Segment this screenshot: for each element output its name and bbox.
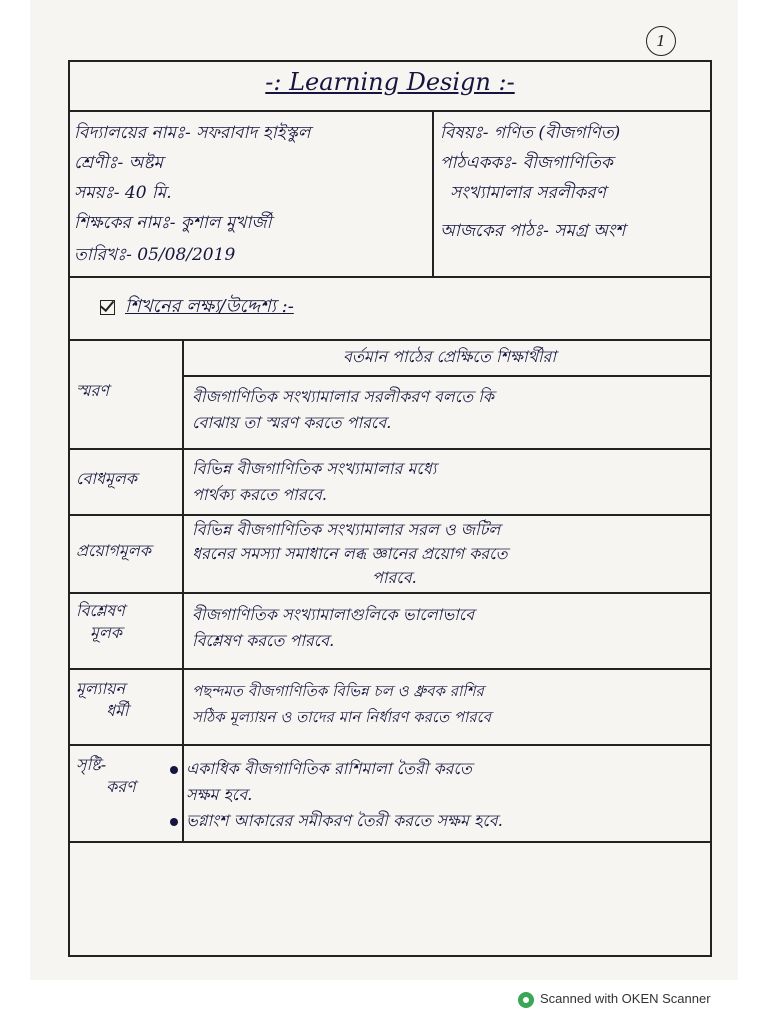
divider-header-middle [432,110,434,276]
objective-creation: একাধিক বীজগাণিতিক রাশিমালা তৈরী করতে সক্ষম হবে. ভগ্নাংশ আকারের সমীকরণ তৈরী করতে সক্ষম হবে. [170,756,707,834]
lesson-unit-line1: পাঠএককঃ- বীজগাণিতিক [440,153,613,173]
school-name: বিদ্যালয়ের নামঃ- সফরাবাদ হাইস্কুল [74,123,311,143]
divider-row-1 [70,448,710,450]
category-understanding: বোধমূলক [76,469,138,488]
divider-row-2 [70,514,710,516]
objective-application: বিভিন্ন বীজগাণিতিক সংখ্যামালার সরল ও জটিল ধরনের সমস্যা সমাধানে লব্ধ জ্ঞানের প্রয়োগ করতে পারবে. [192,520,508,587]
objective-analysis: বীজগাণিতিক সংখ্যামালাগুলিকে ভালোভাবে বিশ্লেষণ করতে পারবে. [192,605,475,650]
time-field: সময়ঃ- 40 মি. [74,183,172,203]
divider-title [70,110,710,112]
divider-row-6 [70,841,710,843]
divider-row-5 [70,744,710,746]
bullet-icon [170,818,178,826]
objective-remember: বীজগাণিতিক সংখ্যামালার সরলীকরণ বলতে কি বোঝায় তা স্মরণ করতে পারবে. [192,387,494,432]
scanner-watermark: Scanned with OKEN Scanner [518,991,711,1008]
divider-objectives-heading [70,339,710,341]
divider-row-4 [70,668,710,670]
objective-evaluation: পছন্দমত বীজগাণিতিক বিভিন্ন চল ও ধ্রুবক রাশির সঠিক মূল্যায়ন ও তাদের মান নির্ধারণ করতে পারবে [192,682,492,726]
category-remember: স্মরণ [76,381,109,400]
category-analysis: বিশ্লেষণ মূলক [76,601,125,642]
lesson-unit-line2: সংখ্যামালার সরলীকরণ [450,183,606,203]
page-title: -: Learning Design :- [265,68,515,96]
today-lesson: আজকের পাঠঃ- সমগ্র অংশ [440,221,626,241]
checkbox-icon [100,300,115,315]
scanner-logo-icon [518,992,534,1008]
category-application: প্রয়োগমূলক [76,541,151,560]
objective-understanding: বিভিন্ন বীজগাণিতিক সংখ্যামালার মধ্যে পার্থক্য করতে পারবে. [192,459,437,504]
page-number: 1 [646,26,676,56]
teacher-name: শিক্ষকের নামঃ- কুশাল মুখার্জী [74,213,272,233]
objectives-intro: বর্তমান পাঠের প্রেক্ষিতে শিক্ষার্থীরা [343,347,556,366]
subject-field: বিষয়ঃ- গণিত (বীজগণিত) [440,123,621,143]
category-creation: সৃষ্টি- করণ [76,755,136,796]
class-field: শ্রেণীঃ- অষ্টম [74,153,163,173]
date-field: তারিখঃ- 05/08/2019 [74,245,236,265]
divider-intro [182,375,710,377]
lesson-plan-sheet [68,60,712,957]
divider-header-bottom [70,276,710,278]
category-evaluation: মূল্যায়ন ধর্মী [76,679,129,720]
objectives-heading: শিখনের লক্ষ্য/উদ্দেশ্য :- [100,292,294,323]
bullet-icon [170,766,178,774]
divider-row-3 [70,592,710,594]
